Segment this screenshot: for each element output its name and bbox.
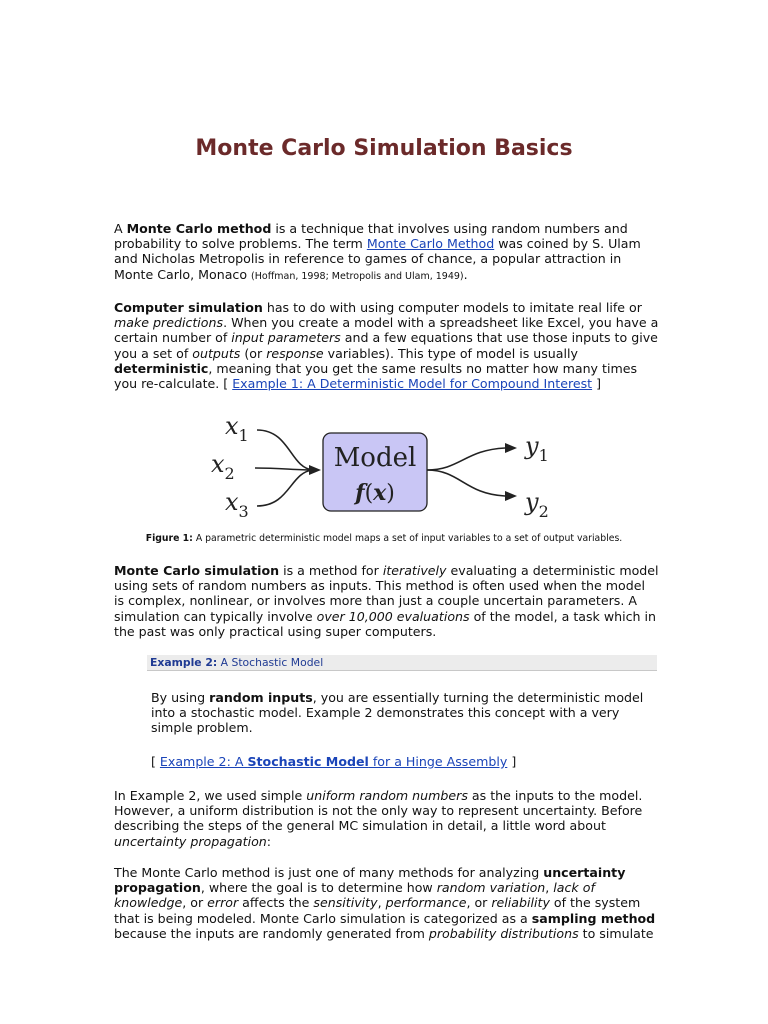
text: , or — [466, 895, 492, 911]
output-arrowhead-2 — [505, 491, 517, 501]
text: of the model, a task which in the past was only practical using super computers. — [114, 608, 657, 639]
var: x — [211, 450, 225, 478]
text: is a technique that involves using random numbers and probability to solve problems. The term — [114, 221, 628, 252]
text: is a method for — [279, 563, 383, 578]
paren-close: ) — [386, 481, 395, 506]
model-function — [353, 480, 395, 506]
italic-term: reliability — [491, 895, 550, 911]
model-label: Model — [333, 443, 417, 473]
sub: 1 — [538, 446, 549, 465]
link-part: Example 2: A — [159, 754, 248, 769]
monte-carlo-simulation-paragraph — [114, 563, 659, 639]
text: of the system that is being modeled. Monte Carlo simulation is categorized as a — [114, 895, 641, 926]
text: , — [545, 880, 554, 896]
text: , you are essentially turning the deterministic model into a stochastic model. Example 2 demonstrates this concept with a very simple problem. — [151, 690, 644, 736]
input-arrowhead — [309, 465, 321, 475]
text: evaluating a deterministic model using sets of random numbers as inputs. This method is often used when the model is complex, nonlinear, or involves more than just a couple uncertain parameters. A simulation can typically involve — [114, 563, 659, 624]
input-x2 — [211, 450, 235, 483]
text: because the inputs are randomly generated from — [114, 925, 429, 941]
text: , or — [182, 895, 208, 911]
italic-term: lack of knowledge — [114, 880, 595, 911]
caption-label: Figure 1: — [145, 533, 193, 544]
example2-link[interactable] — [160, 754, 507, 769]
italic-term: probability distributions — [428, 925, 579, 941]
italic-term: performance — [385, 895, 467, 911]
link-bold-part: Stochastic Model — [247, 754, 369, 769]
input-x3 — [225, 488, 249, 521]
computer-simulation-paragraph — [114, 300, 659, 391]
italic-term: sensitivity — [313, 895, 378, 911]
input-arrow-2 — [255, 468, 313, 470]
italic-term: uniform random numbers — [306, 788, 468, 803]
output-arrows — [427, 448, 505, 496]
italic-term: random variation — [436, 880, 546, 896]
italic-term: error — [207, 895, 239, 911]
text: was coined by S. Ulam and Nicholas Metropolis in reference to games of chance, a popular attraction in Monte Carlo, Monaco — [114, 236, 641, 282]
uncertainty-propagation-paragraph — [114, 865, 659, 941]
text: and a few equations that use those inputs to give you a set of — [114, 330, 658, 361]
text: By using — [151, 690, 210, 705]
sub: 2 — [224, 464, 235, 483]
example1-link[interactable]: Example 1: A Deterministic Model for Compound Interest — [232, 376, 593, 392]
output-arrowhead-1 — [505, 443, 517, 453]
bold-term: uncertainty propagation — [114, 865, 626, 896]
example-title: A Stochastic Model — [217, 656, 324, 669]
page-title: Monte Carlo Simulation Basics — [195, 136, 573, 161]
italic-term: make predictions — [114, 315, 224, 331]
var: x — [225, 488, 239, 516]
example2-link-line — [151, 754, 663, 769]
text: affects the — [238, 895, 314, 911]
figure-caption — [0, 533, 768, 544]
link-part: for a Hinge Assembly — [368, 754, 508, 769]
text: , — [377, 895, 386, 911]
var: x — [225, 412, 239, 440]
input-arrows — [255, 430, 313, 506]
monte-carlo-method-link[interactable]: Monte Carlo Method — [366, 236, 495, 252]
bold-term: Monte Carlo simulation — [114, 563, 280, 578]
intro-paragraph — [114, 221, 659, 284]
var: y — [525, 488, 539, 516]
bold-term: random inputs — [209, 690, 313, 705]
text: , where the goal is to determine how — [200, 880, 437, 896]
func-x: x — [373, 480, 387, 506]
text: , meaning that you get the same results no matter how many times you re-calculate. [ — [114, 360, 638, 392]
italic-term: response — [266, 345, 324, 361]
bold-term: Computer simulation — [114, 300, 263, 315]
italic-term: outputs — [192, 345, 241, 361]
var: y — [525, 432, 539, 460]
paren-open: ( — [364, 481, 374, 506]
example2-paragraph — [151, 690, 663, 736]
uniform-distribution-paragraph — [114, 788, 659, 849]
italic-term: over 10,000 evaluations — [316, 608, 470, 624]
sub: 2 — [538, 502, 549, 521]
bold-term: deterministic — [114, 360, 209, 376]
input-variables — [211, 412, 249, 521]
output-y2 — [524, 488, 549, 521]
italic-term: uncertainty propagation — [114, 833, 267, 849]
citation: (Hoffman, 1998; Metropolis and Ulam, 1949) — [251, 270, 464, 282]
text: ] — [592, 376, 602, 392]
func-f: f — [355, 480, 365, 506]
text: (or — [240, 345, 267, 361]
italic-term: input parameters — [231, 330, 341, 346]
bold-term: Monte Carlo method — [126, 221, 272, 236]
text: In Example 2, we used simple — [114, 788, 307, 803]
output-y1 — [524, 432, 549, 465]
output-arrow-2 — [427, 470, 505, 496]
text: . When you create a model with a spreadsheet like Excel, you have a certain number of — [114, 315, 659, 346]
text: variables). This type of model is usually — [323, 345, 578, 361]
bracket: ] — [507, 754, 517, 769]
text: : — [266, 833, 272, 849]
output-variables — [524, 432, 549, 521]
output-arrow-1 — [427, 448, 505, 470]
sub: 3 — [238, 502, 249, 521]
sub: 1 — [238, 426, 249, 445]
text: A — [114, 221, 127, 236]
bracket: [ — [151, 754, 160, 769]
text: as the inputs to the model. However, a uniform distribution is not the only way to represent uncertainty. Before describing the steps of the general MC simulation in detail, a little word about — [114, 788, 643, 834]
caption-text: A parametric deterministic model maps a set of input variables to a set of output variables. — [192, 533, 623, 544]
input-arrow-3 — [257, 470, 313, 506]
example2-header — [147, 655, 657, 671]
bold-term: sampling method — [531, 910, 656, 926]
text: has to do with using computer models to imitate real life or — [262, 300, 642, 315]
text: to simulate — [578, 925, 654, 941]
input-arrow-1 — [257, 430, 313, 470]
italic-term: iteratively — [382, 563, 447, 578]
text: The Monte Carlo method is just one of many methods for analyzing — [114, 865, 544, 880]
deterministic-model-figure — [205, 408, 565, 528]
text: . — [463, 266, 468, 282]
example-label: Example 2: — [150, 656, 218, 669]
input-x1 — [225, 412, 249, 445]
